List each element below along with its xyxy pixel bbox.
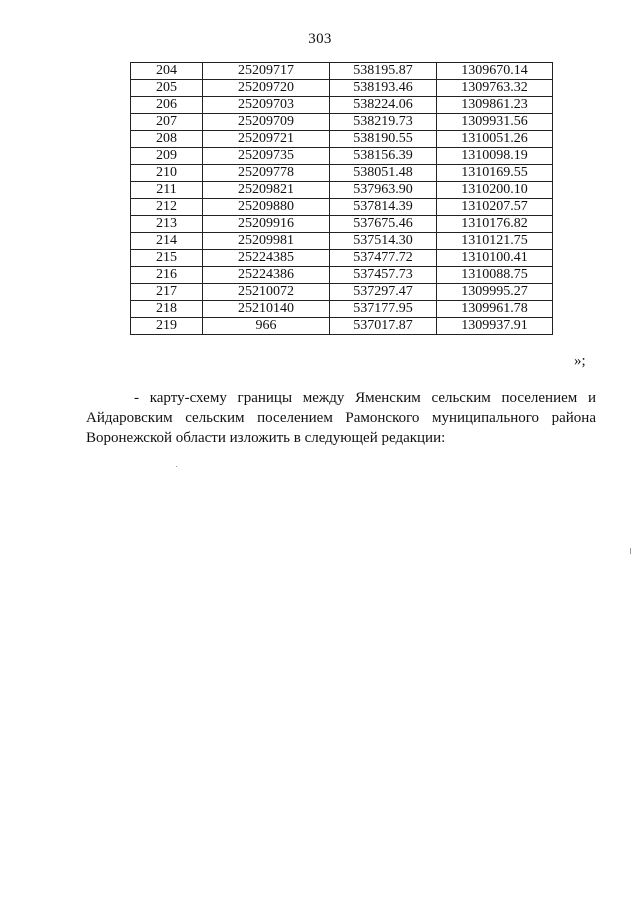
point-id-cell: 25209709 [203, 114, 330, 131]
point-number-cell: 209 [131, 148, 203, 165]
x-coordinate-cell: 538195.87 [330, 63, 437, 80]
y-coordinate-cell: 1310098.19 [437, 148, 553, 165]
x-coordinate-cell: 537177.95 [330, 301, 437, 318]
point-number-cell: 217 [131, 284, 203, 301]
point-id-cell: 25209778 [203, 165, 330, 182]
point-number-cell: 206 [131, 97, 203, 114]
table-row [131, 233, 553, 250]
point-id-cell: 25209916 [203, 216, 330, 233]
point-id-cell: 25209720 [203, 80, 330, 97]
point-number-cell: 212 [131, 199, 203, 216]
y-coordinate-cell: 1310100.41 [437, 250, 553, 267]
table-row [131, 318, 553, 335]
point-id-cell: 25209981 [203, 233, 330, 250]
table-row [131, 63, 553, 80]
point-id-cell: 25224385 [203, 250, 330, 267]
point-id-cell: 25209735 [203, 148, 330, 165]
point-number-cell: 218 [131, 301, 203, 318]
table-row [131, 148, 553, 165]
point-id-cell: 25209703 [203, 97, 330, 114]
point-number-cell: 204 [131, 63, 203, 80]
y-coordinate-cell: 1310121.75 [437, 233, 553, 250]
point-number-cell: 205 [131, 80, 203, 97]
point-id-cell: 966 [203, 318, 330, 335]
table-row [131, 165, 553, 182]
coordinates-table-body [131, 63, 553, 335]
page-number: 303 [308, 31, 332, 47]
x-coordinate-cell: 537675.46 [330, 216, 437, 233]
table-row [131, 250, 553, 267]
point-id-cell: 25209717 [203, 63, 330, 80]
table-row [131, 216, 553, 233]
point-id-cell: 25224386 [203, 267, 330, 284]
x-coordinate-cell: 538219.73 [330, 114, 437, 131]
point-id-cell: 25209721 [203, 131, 330, 148]
y-coordinate-cell: 1310176.82 [437, 216, 553, 233]
table-row [131, 182, 553, 199]
point-id-cell: 25210140 [203, 301, 330, 318]
y-coordinate-cell: 1310169.55 [437, 165, 553, 182]
x-coordinate-cell: 537477.72 [330, 250, 437, 267]
x-coordinate-cell: 537963.90 [330, 182, 437, 199]
x-coordinate-cell: 538190.55 [330, 131, 437, 148]
point-number-cell: 215 [131, 250, 203, 267]
table-row [131, 267, 553, 284]
y-coordinate-cell: 1309995.27 [437, 284, 553, 301]
y-coordinate-cell: 1310200.10 [437, 182, 553, 199]
x-coordinate-cell: 538224.06 [330, 97, 437, 114]
y-coordinate-cell: 1309931.56 [437, 114, 553, 131]
table-row [131, 131, 553, 148]
y-coordinate-cell: 1309937.91 [437, 318, 553, 335]
point-id-cell: 25209821 [203, 182, 330, 199]
y-coordinate-cell: 1310088.75 [437, 267, 553, 284]
point-id-cell: 25209880 [203, 199, 330, 216]
point-number-cell: 208 [131, 131, 203, 148]
table-row [131, 80, 553, 97]
x-coordinate-cell: 537017.87 [330, 318, 437, 335]
point-number-cell: 219 [131, 318, 203, 335]
point-number-cell: 216 [131, 267, 203, 284]
y-coordinate-cell: 1310207.57 [437, 199, 553, 216]
point-number-cell: 207 [131, 114, 203, 131]
point-id-cell: 25210072 [203, 284, 330, 301]
scan-speck [176, 466, 177, 467]
coordinates-table [130, 62, 553, 335]
x-coordinate-cell: 537457.73 [330, 267, 437, 284]
y-coordinate-cell: 1309763.32 [437, 80, 553, 97]
table-row [131, 97, 553, 114]
x-coordinate-cell: 538156.39 [330, 148, 437, 165]
x-coordinate-cell: 537297.47 [330, 284, 437, 301]
body-paragraph: - карту-схему границы между Яменским сельским поселением и Айдаровским сельским поселением Рамонского муниципального района Воронежской области изложить в следующей редакции: [86, 390, 596, 446]
x-coordinate-cell: 537814.39 [330, 199, 437, 216]
table-row [131, 301, 553, 318]
point-number-cell: 211 [131, 182, 203, 199]
table-row [131, 114, 553, 131]
y-coordinate-cell: 1309961.78 [437, 301, 553, 318]
x-coordinate-cell: 538193.46 [330, 80, 437, 97]
y-coordinate-cell: 1310051.26 [437, 131, 553, 148]
x-coordinate-cell: 538051.48 [330, 165, 437, 182]
scan-speck [630, 548, 631, 554]
point-number-cell: 213 [131, 216, 203, 233]
y-coordinate-cell: 1309670.14 [437, 63, 553, 80]
x-coordinate-cell: 537514.30 [330, 233, 437, 250]
table-row [131, 199, 553, 216]
point-number-cell: 210 [131, 165, 203, 182]
table-row [131, 284, 553, 301]
y-coordinate-cell: 1309861.23 [437, 97, 553, 114]
point-number-cell: 214 [131, 233, 203, 250]
closing-quote-mark: »; [574, 353, 586, 369]
